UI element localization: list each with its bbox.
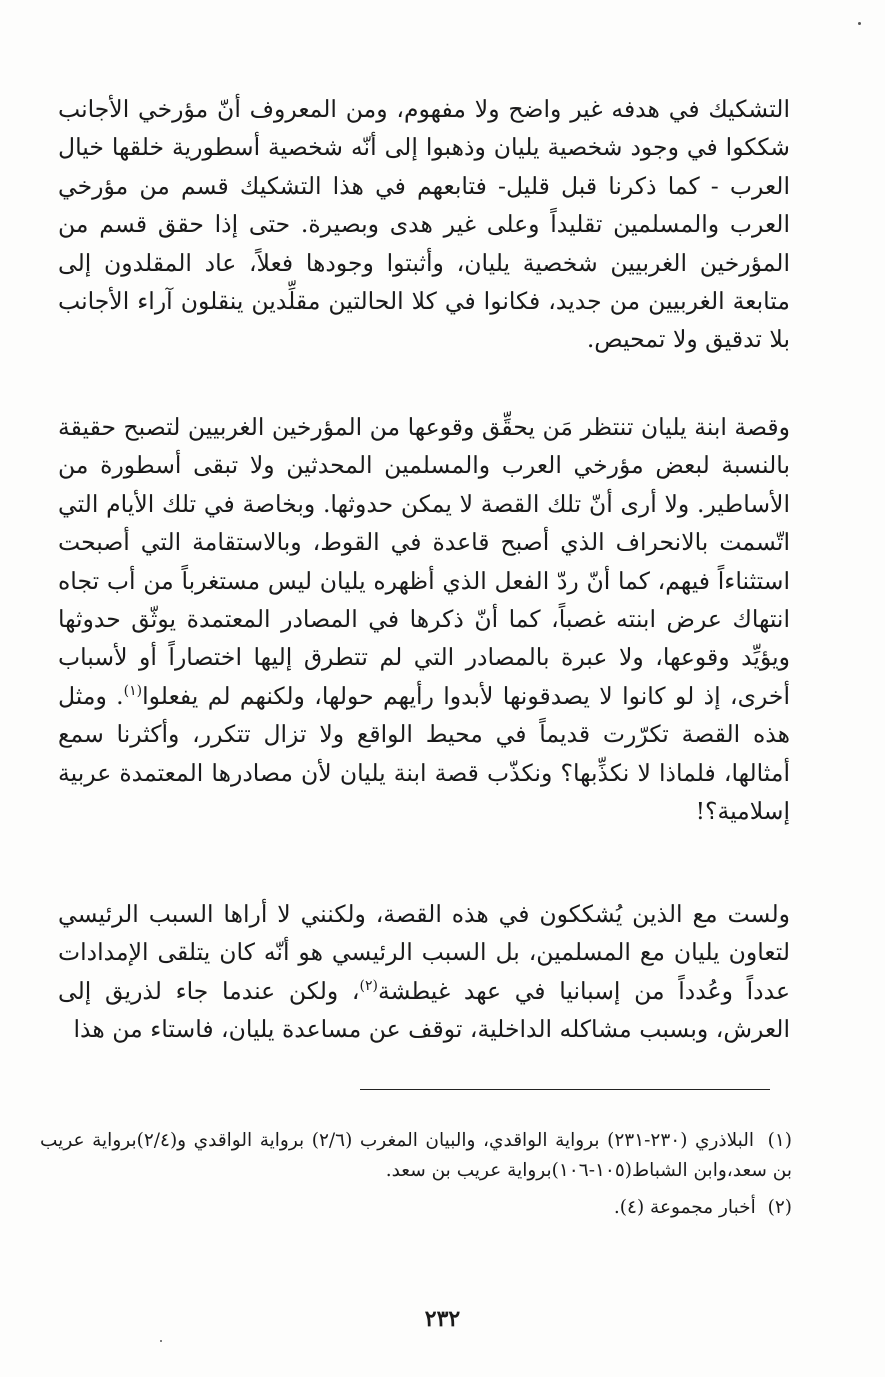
paragraph-1 xyxy=(58,90,790,359)
paragraph-3-text-before: ولست مع الذين يُشككون في هذه القصة، ولكنني لا أراها السبب الرئيسي لتعاون يليان مع المسلمين، بل السبب الرئيسي هو أنّه كان يتلقى الإمدادات عدداً وعُدداً من إسبانيا في عهد غيطشة xyxy=(58,900,790,1005)
paragraph-2-text-after: . ومثل هذه القصة تكرّرت قديماً في محيط الواقع ولا تزال تتكرر، وأكثرنا سمع أمثالها، فلماذا لا نكذِّبها؟ ونكذّب قصة ابنة يليان لأن مصادرها المعتمدة عربية إسلامية؟! xyxy=(58,681,790,826)
paragraph-3-text-after: ، ولكن عندما جاء لذريق إلى العرش، وبسبب مشاكله الداخلية، توقف عن مساعدة يليان، فاستاء من هذا xyxy=(58,976,790,1044)
page-number: ٢٣٢ xyxy=(424,1306,461,1332)
footnote-1-number: (١) xyxy=(767,1130,792,1151)
footnote-ref-2: (٢) xyxy=(359,977,378,994)
footnote-2-text: أخبار مجموعة (٤). xyxy=(613,1197,756,1218)
paragraph-2 xyxy=(58,408,790,830)
footnote-1-text: البلاذري (٢٣٠-٢٣١) برواية الواقدي، والبيان المغرب (٢/٦) برواية الواقدي و(٢/٤)برواية عريب بن سعد،وابن الشباط(١٠٥-١٠٦)برواية عريب بن سعد. xyxy=(40,1130,792,1181)
scan-speck xyxy=(858,22,861,25)
footnotes-list xyxy=(40,1126,792,1230)
footnote-2 xyxy=(40,1193,792,1223)
scan-speck xyxy=(160,1340,162,1342)
footnote-ref-1: (١) xyxy=(123,683,143,700)
paragraph-2-text-before: وقصة ابنة يليان تنتظر مَن يحقِّق وقوعها من المؤرخين الغربيين لتصبح حقيقة بالنسبة لبعض مؤرخي العرب والمسلمين المحدثين ولا تبقى أسطورة من الأساطير. ولا أرى أنّ تلك القصة لا يمكن حدوثها. وبخاصة في تلك الأيام التي اتّسمت بالانحراف الذي أصبح قاعدة في القوط، وبالاستقامة التي أصبحت استثناءاً فيهم، كما أنّ ردّ الفعل الذي أظهره يليان ليس مستغرباً من أب تجاه انتهاك عرض ابنته غصباً، كما أنّ ذكرها في المصادر المعتمدة يوثّق حدوثها ويؤيِّد وقوعها، ولا عبرة بالمصادر التي لم تتطرق إليها اختصاراً أو لأسباب أخرى، إذ لو كانوا لا يصدقونها لأبدوا رأيهم حولها، ولكنهم لم يفعلوا xyxy=(58,413,790,710)
paragraph-1-text: التشكيك في هدفه غير واضح ولا مفهوم، ومن المعروف أنّ مؤرخي الأجانب شككوا في وجود شخصية يليان وذهبوا إلى أنّه شخصية أسطورية خلقها خيال العرب - كما ذكرنا قبل قليل- فتابعهم في هذا التشكيك قسم من مؤرخي العرب والمسلمين تقليداً وعلى غير هدى وبصيرة. حتى إذا حقق قسم من المؤرخين الغربيين شخصية يليان، وأثبتوا وجودها فعلاً، عاد المقلدون إلى متابعة الغربيين من جديد، فكانوا في كلا الحالتين مقلِّدين ينقلون آراء الأجانب بلا تدقيق ولا تمحيص. xyxy=(58,95,790,354)
paragraph-3 xyxy=(58,895,790,1049)
footnote-2-number: (٢) xyxy=(767,1197,792,1218)
footnote-1 xyxy=(40,1126,792,1186)
footnote-divider xyxy=(360,1089,770,1090)
